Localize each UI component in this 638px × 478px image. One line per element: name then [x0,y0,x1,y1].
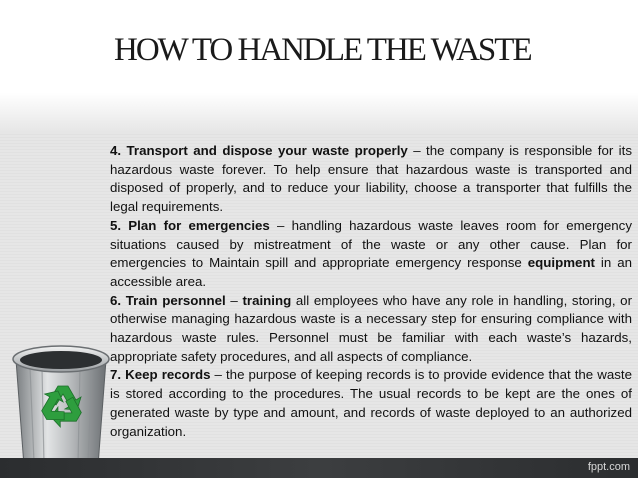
footer-brand: fppt.com [587,461,630,473]
list-item [110,366,632,441]
item-emphasis: equipment [527,255,595,271]
list-item [110,142,632,217]
item-number: 4. [110,143,122,158]
list-item [110,292,632,367]
item-emphasis: training [242,292,292,308]
item-dash: – [225,292,243,308]
item-text: – handling hazardous waste leaves room for emergency situations caused by mistreatment of the waste or any other cause. Plan for emergencies to Maintain spill and appropriate emergency response [110,217,632,271]
slide-title: HOW TO HANDLE THE WASTE [114,32,531,68]
recycle-bin-icon [6,338,116,474]
item-heading: Transport and dispose your waste properly [126,143,408,158]
item-number: 6. [110,292,122,308]
item-heading: Plan for emergencies [128,217,270,233]
item-text: – the company is responsible for its hazardous waste forever. To help ensure that hazardous waste is transported and disposed of properly, and to reduce your liability, choose a transporter that fulfills the legal requirements. [110,143,632,215]
list-item [110,217,632,292]
footer-bar [0,458,638,478]
item-text: – the purpose of keeping records is to provide evidence that the waste is stored according to the procedures. The usual records to be kept are the ones of generated waste by type and amount, and records of waste deployed to an authorized organization. [110,367,632,439]
item-text: all employees who have any role in handling, storing, or otherwise managing hazardous waste is a necessary step for ensuring compliance with hazardous waste rules. Personnel must be familiar with each waste’s hazards, appropriate safety procedures, and all aspects of compliance. [110,292,632,364]
item-number: 7. [110,367,122,383]
item-heading: Train personnel [125,292,226,308]
body-text [110,142,632,458]
item-text-after: in an accessible area. [110,255,632,289]
item-heading: Keep records [125,367,211,383]
item-number: 5. [110,217,122,233]
